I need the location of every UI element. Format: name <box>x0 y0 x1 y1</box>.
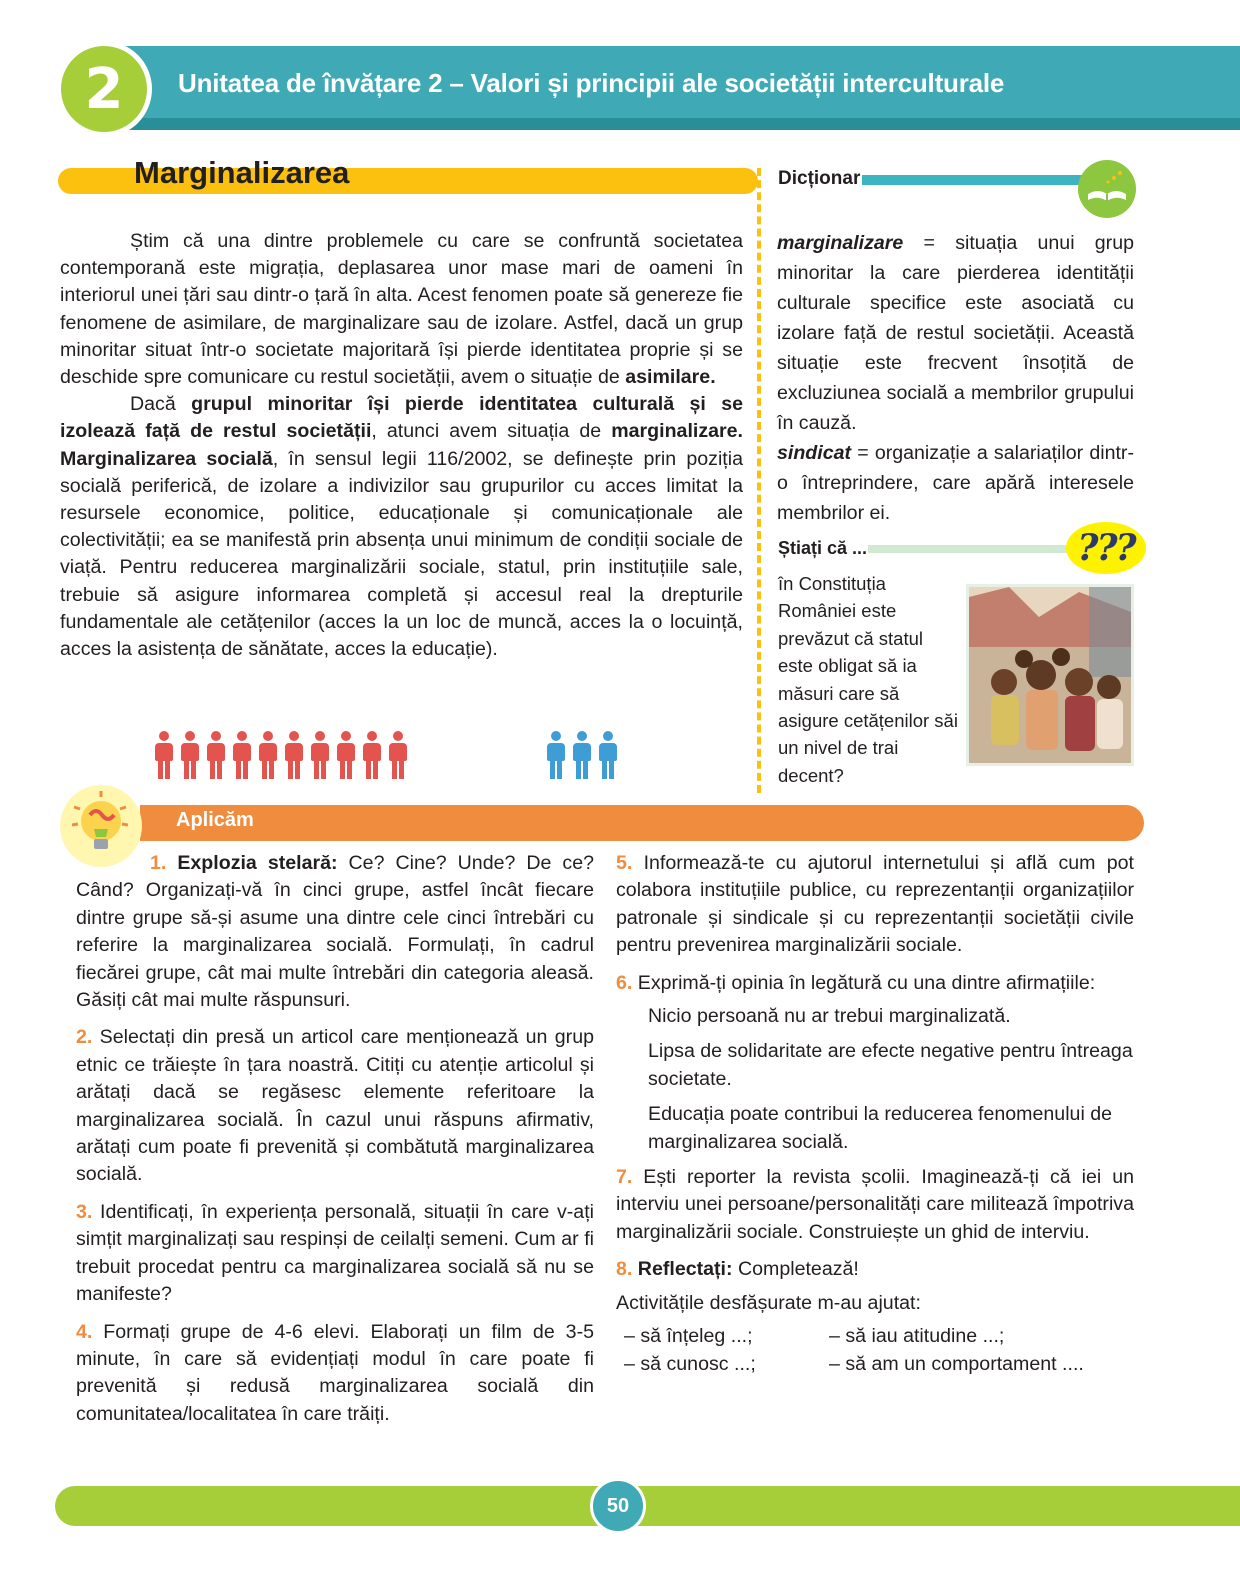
reflect-item-4: – să am un comportament .... <box>829 1352 1084 1375</box>
page-number-badge <box>590 1478 646 1534</box>
person-icon <box>308 731 332 779</box>
task-4 <box>76 1319 594 1429</box>
task-2-number: 2. <box>76 1026 93 1049</box>
reflect-list-row-2 <box>616 1351 1134 1378</box>
paragraph-2 <box>60 391 743 663</box>
question-marks-icon <box>1066 522 1146 574</box>
stiati-title: Știați că ... <box>778 538 868 558</box>
paragraph-2-bold-1: grupul minoritar își pierde identitatea culturală și se izolează față de restul societății <box>60 393 744 443</box>
task-6-text: Exprimă-ți opinia în legătură cu una dintre afirmațiile: <box>632 971 1096 994</box>
stiati-text: în Constituția României este prevăzut că statul este obligat să ia măsuri care să asigure cetățenilor săi un nivel de trai decent? <box>778 573 958 786</box>
dictionary-term-2: sindicat <box>777 442 852 464</box>
dictionary-text <box>777 228 1134 528</box>
paragraph-2-bold-2: marginalizare. Marginalizarea socială <box>60 420 743 470</box>
minority-people-icons <box>544 731 620 779</box>
aplicam-right-column <box>616 850 1134 1378</box>
question-marks: ??? <box>1077 527 1135 569</box>
person-icon <box>256 731 280 779</box>
aplicam-title: Aplicăm <box>176 809 254 831</box>
task-3-text: Identificați, în experiența personală, situații în care v-ați simțit marginalizați sau respinși de ceilalți semeni. Cum ar fi trebuit procedat pentru ca marginalizarea socială să nu se manifeste? <box>76 1200 594 1306</box>
task-1-bold: Explozia stelară: <box>177 852 338 874</box>
person-icon <box>282 731 306 779</box>
person-icon <box>178 731 202 779</box>
majority-people-icons <box>152 731 410 779</box>
person-icon <box>360 731 384 779</box>
task-8-text: Completează! <box>732 1258 859 1281</box>
footer-bar <box>55 1486 1240 1526</box>
reflect-item-1: – să înțeleg ...; <box>624 1325 753 1348</box>
paragraph-2-text-c: , în sensul legii 116/2002, se definește prin poziția socială periferică, de izolare a indivizilor sau grupurilor cu acces limitat la resursele economice, politice, educaționale și comunicaționale ale colectivității; ea se manifestă prin absența unui minimum de condiții sociale de viață. Pentru reducerea marginalizării sociale, statul, prin instituțiile sale, trebuie să asigure informarea completă și accesul real la drepturile fundamentale ale cetățenilor (acces la un loc de muncă, acces la o locuință, acces la asistența de sănătate, acces la educație). <box>60 447 743 661</box>
person-icon <box>204 731 228 779</box>
aplicam-left-column <box>76 850 594 1438</box>
person-icon <box>544 731 568 779</box>
task-7-text: Ești reporter la revista școlii. Imaginează-ți că iei un interviu unei persoane/personalități care militează împotriva marginalizării sociale. Construiește un ghid de interviu. <box>616 1166 1134 1243</box>
person-icon <box>152 731 176 779</box>
book-icon <box>1078 160 1136 218</box>
reflect-item-2: – să iau atitudine ...; <box>829 1325 1005 1348</box>
dictionary-title-line <box>862 175 1092 185</box>
task-7 <box>616 1164 1134 1246</box>
person-icon <box>230 731 254 779</box>
task-5-text: Informează-te cu ajutorul internetului și află cum pot colabora instituțiile publice, cu reprezentanții organizațiilor patronale și sindicale și cu reprezentanții societății civile pentru prevenirea marginalizării sociale. <box>616 852 1134 957</box>
person-icon <box>334 731 358 779</box>
person-icon <box>596 731 620 779</box>
paragraph-1-bold: asimilare. <box>625 366 716 389</box>
dictionary-title: Dicționar <box>778 168 861 189</box>
task-1-number: 1. <box>150 852 167 874</box>
reflect-item-3: – să cunosc ...; <box>624 1352 756 1375</box>
task-2-text: Selectați din presă un articol care menționează un grup etnic ce trăiește în țara noastră. Citiți cu atenție articolul și arătați dacă se regăsesc elemente referitoare la marginalizarea socială. În cazul unui răspuns afirmativ, arătați cum poate fi prevenită și combătută marginalizarea socială. <box>76 1026 594 1186</box>
dictionary-entry-sindicat <box>777 438 1134 528</box>
task-8-bold: Reflectați: <box>637 1258 733 1281</box>
statement-2: Lipsa de solidaritate are efecte negative pentru întreaga societate. <box>648 1040 1133 1090</box>
unit-title: Unitatea de învățare 2 – Valori și principii ale societății interculturale <box>178 68 1005 98</box>
task-5-number: 5. <box>616 852 633 874</box>
statement-3: Educația poate contribui la reducerea fenomenului de marginalizarea socială. <box>648 1103 1113 1153</box>
task-4-number: 4. <box>76 1320 93 1343</box>
main-text <box>60 228 743 663</box>
person-icon <box>570 731 594 779</box>
task-5 <box>616 850 1134 960</box>
task-6 <box>616 970 1134 997</box>
children-photo <box>966 584 1134 766</box>
stiati-title-line <box>868 545 1078 553</box>
person-icon <box>386 731 410 779</box>
task-1-text: Ce? Cine? Unde? De ce? Când? Organizați-vă în cinci grupe, astfel încât fiecare dintre grupe să-și asume una dintre cele cinci întrebări cu referire la marginalizarea socială. Formulați, în cadrul fiecărei grupe, cât mai multe întrebări din categoria aleasă. Găsiți cât mai multe răspunsuri. <box>76 852 594 1012</box>
task-1 <box>76 850 594 1014</box>
task-3-number: 3. <box>76 1200 93 1223</box>
task-8 <box>616 1256 1134 1283</box>
reflect-list-row-1 <box>616 1323 1134 1350</box>
paragraph-2-text-b: , atunci avem situația de <box>371 420 612 443</box>
task-6-number: 6. <box>616 971 633 994</box>
unit-number-badge <box>56 41 152 137</box>
task-2 <box>76 1024 594 1188</box>
header-bar-shadow <box>115 118 1240 130</box>
paragraph-1-text: Știm că una dintre problemele cu care se confruntă societatea contemporană este migrația, deplasarea unor mase mari de oameni în interiorul unei țări sau dintr-o țară în alta. Acest fenomen poate să genereze fie fenomene de asimilare, de marginalizare sau de izolare. Astfel, dacă un grup minoritar situat într-o societate majoritară își pierde identitatea proprie și se deschide spre comunicare cu restul societății, avem o situație de <box>60 230 743 389</box>
task-8-number: 8. <box>616 1258 633 1281</box>
aplicam-bar <box>140 805 1144 841</box>
task-3 <box>76 1199 594 1309</box>
section-title: Marginalizarea <box>134 155 350 190</box>
dictionary-entry-marginalizare <box>777 228 1134 438</box>
dictionary-def-1: = situația unui grup minoritar la care pierderea identității culturale specifice este asociată cu izolare față de restul societății. Această situație este frecvent însoțită de excluziunea socială a membrilor grupului în cauză. <box>777 232 1134 434</box>
statement-1: Nicio persoană nu ar trebui marginalizată. <box>648 1005 1011 1028</box>
paragraph-1 <box>60 228 743 391</box>
column-divider <box>757 168 761 793</box>
paragraph-2-text-a: Dacă <box>130 393 192 416</box>
task-7-number: 7. <box>616 1166 633 1189</box>
dictionary-def-2: = organizație a salariaților dintr-o întreprindere, care apără interesele membrilor ei. <box>777 442 1134 524</box>
task-4-text: Formați grupe de 4-6 elevi. Elaborați un film de 3-5 minute, în care să evidențiați modul în care poate fi prevenită și redusă marginalizarea socială din comunitatea/localitatea în care trăiți. <box>76 1320 594 1425</box>
reflect-intro: Activitățile desfășurate m-au ajutat: <box>616 1291 921 1314</box>
page-number: 50 <box>606 1494 630 1517</box>
unit-number: 2 <box>84 56 124 122</box>
dictionary-term-1: marginalizare <box>777 232 904 254</box>
